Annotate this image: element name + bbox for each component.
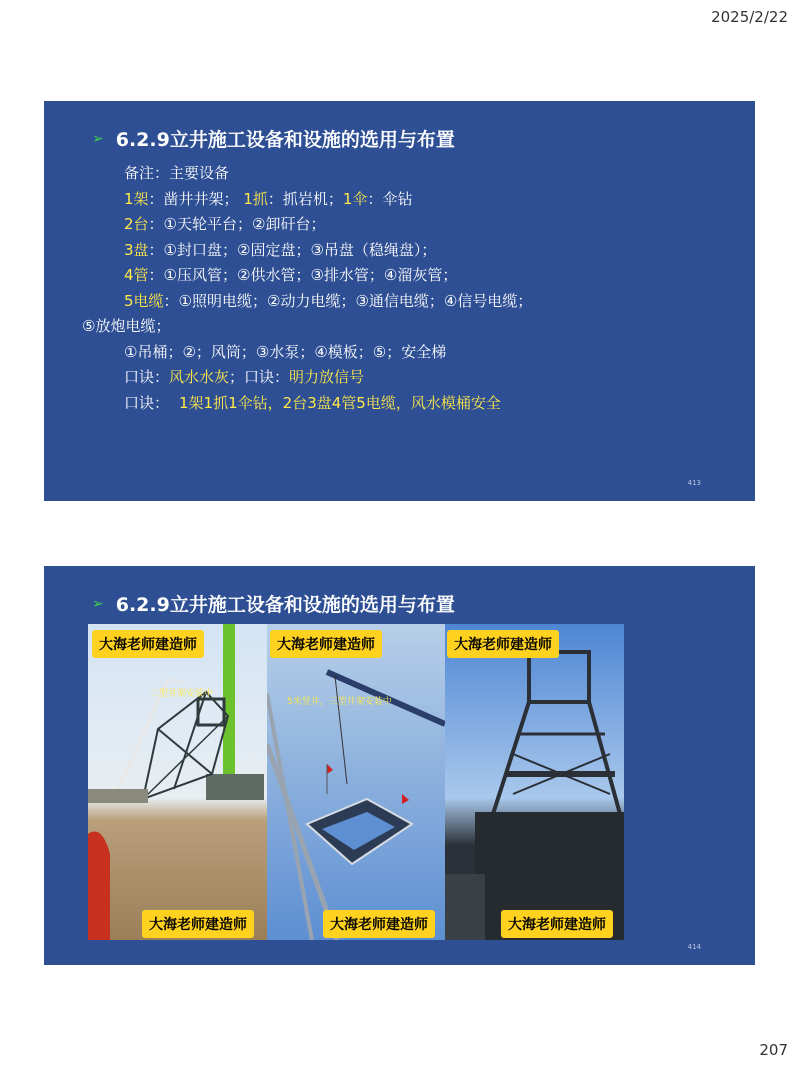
arrow-bullet-icon: ➢ [92, 595, 104, 612]
mnemonic-line [82, 391, 722, 417]
slide-413 [44, 101, 755, 501]
note-key: 3盘 [124, 240, 149, 259]
watermark-bottom: 大海老师建造师 [142, 910, 254, 938]
note-text: ⑤放炮电缆； [82, 317, 171, 335]
note-text: ：①照明电缆；②动力电缆；③通信电缆；④信号电缆； [163, 291, 533, 310]
note-key: 1伞 [342, 189, 368, 208]
note-text: 口诀： [124, 368, 170, 386]
slide-title-text: 6.2.9立井施工设备和设施的选用与布置 [115, 129, 455, 151]
watermark-top: 大海老师建造师 [270, 630, 382, 658]
note-text: ：凿井井架； [148, 189, 239, 208]
slide-number: 414 [687, 943, 701, 951]
note-key: 2台 [124, 215, 149, 233]
note-line [82, 340, 722, 366]
slide-number: 413 [687, 479, 701, 487]
platform-illustration [267, 624, 445, 940]
note-key: 1架 [124, 189, 149, 208]
mnemonic-text: 风水水灰 [169, 368, 230, 386]
note-key: 4管 [124, 266, 149, 284]
note-line [82, 314, 722, 340]
note-line [82, 238, 722, 264]
photo-caption: 二型井架安装中 [150, 689, 214, 699]
slide-title [92, 590, 455, 617]
watermark-top: 大海老师建造师 [92, 630, 204, 658]
note-text: ：①天轮平台；②卸矸台； [148, 215, 326, 233]
completed-headframe-photo [445, 624, 624, 940]
headframe-photo [88, 624, 267, 940]
note-text: ：①封口盘；②固定盘；③吊盘（稳绳盘）； [148, 240, 437, 259]
note-text: 口诀： [124, 393, 170, 412]
mnemonic-text: 明力放信号 [289, 368, 365, 386]
note-line [82, 212, 722, 238]
tower-illustration [445, 624, 624, 940]
page-date: 2025/2/22 [711, 8, 788, 26]
note-line [82, 289, 722, 315]
note-text: ：抓岩机； [267, 189, 343, 208]
note-text: 备注：主要设备 [124, 164, 230, 182]
note-line [82, 263, 722, 289]
watermark-top: 大海老师建造师 [447, 630, 559, 658]
platform-lift-photo [267, 624, 445, 940]
note-line [82, 161, 722, 187]
watermark-bottom: 大海老师建造师 [501, 910, 613, 938]
photo-strip [88, 624, 624, 940]
note-text: ：①压风管；②供水管；③排水管；④溜灰管； [148, 266, 458, 284]
mnemonic-text: 1架1抓1伞钻，2台3盘4管5电缆，风水模桶安全 [179, 393, 501, 412]
mnemonic-line [82, 365, 722, 391]
headframe-illustration [88, 624, 267, 940]
photo-caption: 5米竖井，三型井架安装中 [287, 697, 392, 707]
slide-title-text: 6.2.9立井施工设备和设施的选用与布置 [115, 594, 455, 616]
note-line [82, 187, 722, 213]
page-number: 207 [759, 1041, 788, 1059]
slide-414 [44, 566, 755, 965]
arrow-bullet-icon: ➢ [92, 130, 104, 147]
note-key: 5电缆 [124, 291, 164, 310]
slide-title [92, 125, 455, 152]
watermark-bottom: 大海老师建造师 [323, 910, 435, 938]
equipment-notes [82, 161, 722, 416]
note-text: ①吊桶；②；风筒；③水泵；④模板；⑤；安全梯 [124, 342, 447, 361]
note-text: ：伞钻 [367, 189, 413, 208]
note-text: ；口诀： [229, 368, 290, 386]
note-key: 1抓 [243, 189, 268, 208]
